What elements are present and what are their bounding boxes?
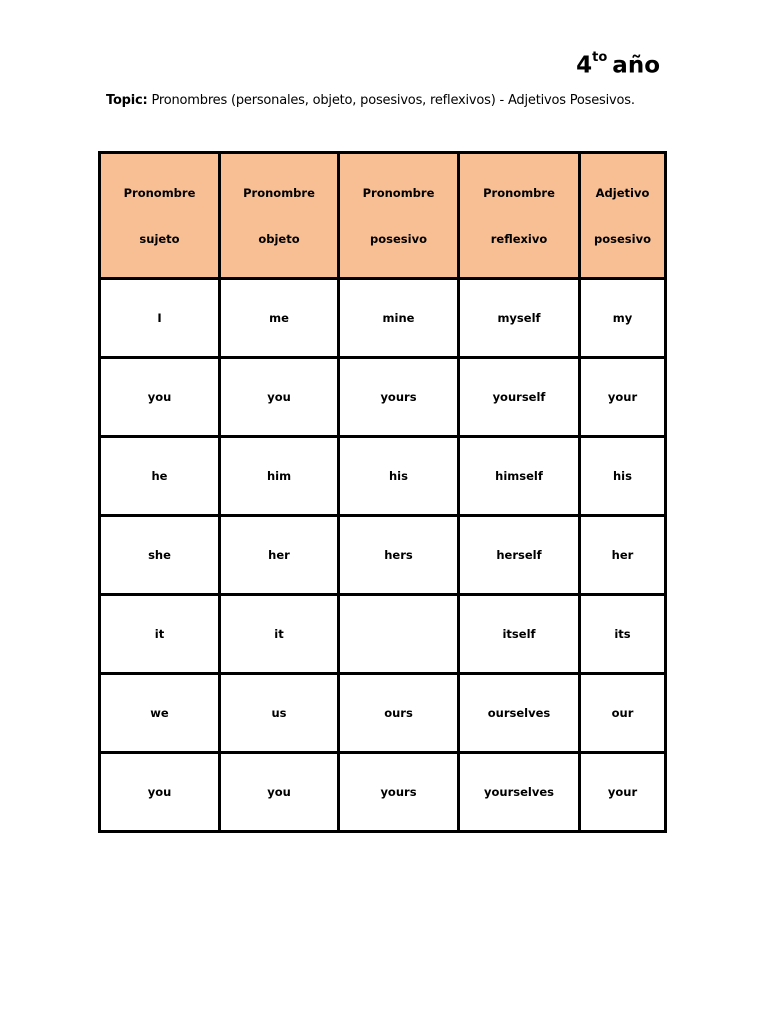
table-cell: myself bbox=[459, 279, 580, 358]
table-cell: its bbox=[580, 595, 666, 674]
table-cell: himself bbox=[459, 437, 580, 516]
grade-word: año bbox=[612, 52, 660, 79]
topic-line bbox=[106, 92, 635, 110]
grade-number: 4 bbox=[576, 52, 593, 79]
table-cell: you bbox=[220, 753, 339, 832]
table-cell: I bbox=[100, 279, 220, 358]
table-cell: hers bbox=[339, 516, 459, 595]
table-cell: we bbox=[100, 674, 220, 753]
table-cell: herself bbox=[459, 516, 580, 595]
table-cell: you bbox=[100, 358, 220, 437]
table-cell: you bbox=[220, 358, 339, 437]
table-cell: mine bbox=[339, 279, 459, 358]
table-cell: ourselves bbox=[459, 674, 580, 753]
table-cell: he bbox=[100, 437, 220, 516]
table-cell: itself bbox=[459, 595, 580, 674]
table-cell: him bbox=[220, 437, 339, 516]
topic-text: Pronombres (personales, objeto, posesivos, reflexivos) - Adjetivos Posesivos. bbox=[151, 93, 635, 108]
table-cell: yours bbox=[339, 753, 459, 832]
table-cell: my bbox=[580, 279, 666, 358]
table-row bbox=[100, 358, 666, 437]
table-cell: your bbox=[580, 753, 666, 832]
pronoun-table bbox=[98, 151, 667, 833]
table-header-row bbox=[100, 153, 666, 279]
page-title bbox=[576, 46, 660, 81]
table-row bbox=[100, 595, 666, 674]
table-cell: yours bbox=[339, 358, 459, 437]
table-cell: you bbox=[100, 753, 220, 832]
topic-label: Topic: bbox=[106, 93, 148, 108]
table-cell: his bbox=[580, 437, 666, 516]
table-row bbox=[100, 279, 666, 358]
header-cell-possessive-pronoun: Pronombre posesivo bbox=[339, 153, 459, 279]
header-cell-reflexive-pronoun: Pronombre reflexivo bbox=[459, 153, 580, 279]
table-row bbox=[100, 753, 666, 832]
header-cell-object-pronoun: Pronombre objeto bbox=[220, 153, 339, 279]
header-cell-possessive-adjective: Adjetivo posesivo bbox=[580, 153, 666, 279]
table-cell: yourself bbox=[459, 358, 580, 437]
table-row bbox=[100, 516, 666, 595]
table-cell: her bbox=[220, 516, 339, 595]
grade-suffix: to bbox=[592, 50, 608, 65]
table-cell: she bbox=[100, 516, 220, 595]
table-cell: me bbox=[220, 279, 339, 358]
table-row bbox=[100, 674, 666, 753]
header-cell-subject-pronoun: Pronombre sujeto bbox=[100, 153, 220, 279]
table-cell: it bbox=[100, 595, 220, 674]
table-cell: her bbox=[580, 516, 666, 595]
table-cell: his bbox=[339, 437, 459, 516]
table-cell: yourselves bbox=[459, 753, 580, 832]
table-cell: your bbox=[580, 358, 666, 437]
table-row bbox=[100, 437, 666, 516]
table-cell: ours bbox=[339, 674, 459, 753]
table-cell bbox=[339, 595, 459, 674]
table-cell: it bbox=[220, 595, 339, 674]
table-cell: our bbox=[580, 674, 666, 753]
table-cell: us bbox=[220, 674, 339, 753]
